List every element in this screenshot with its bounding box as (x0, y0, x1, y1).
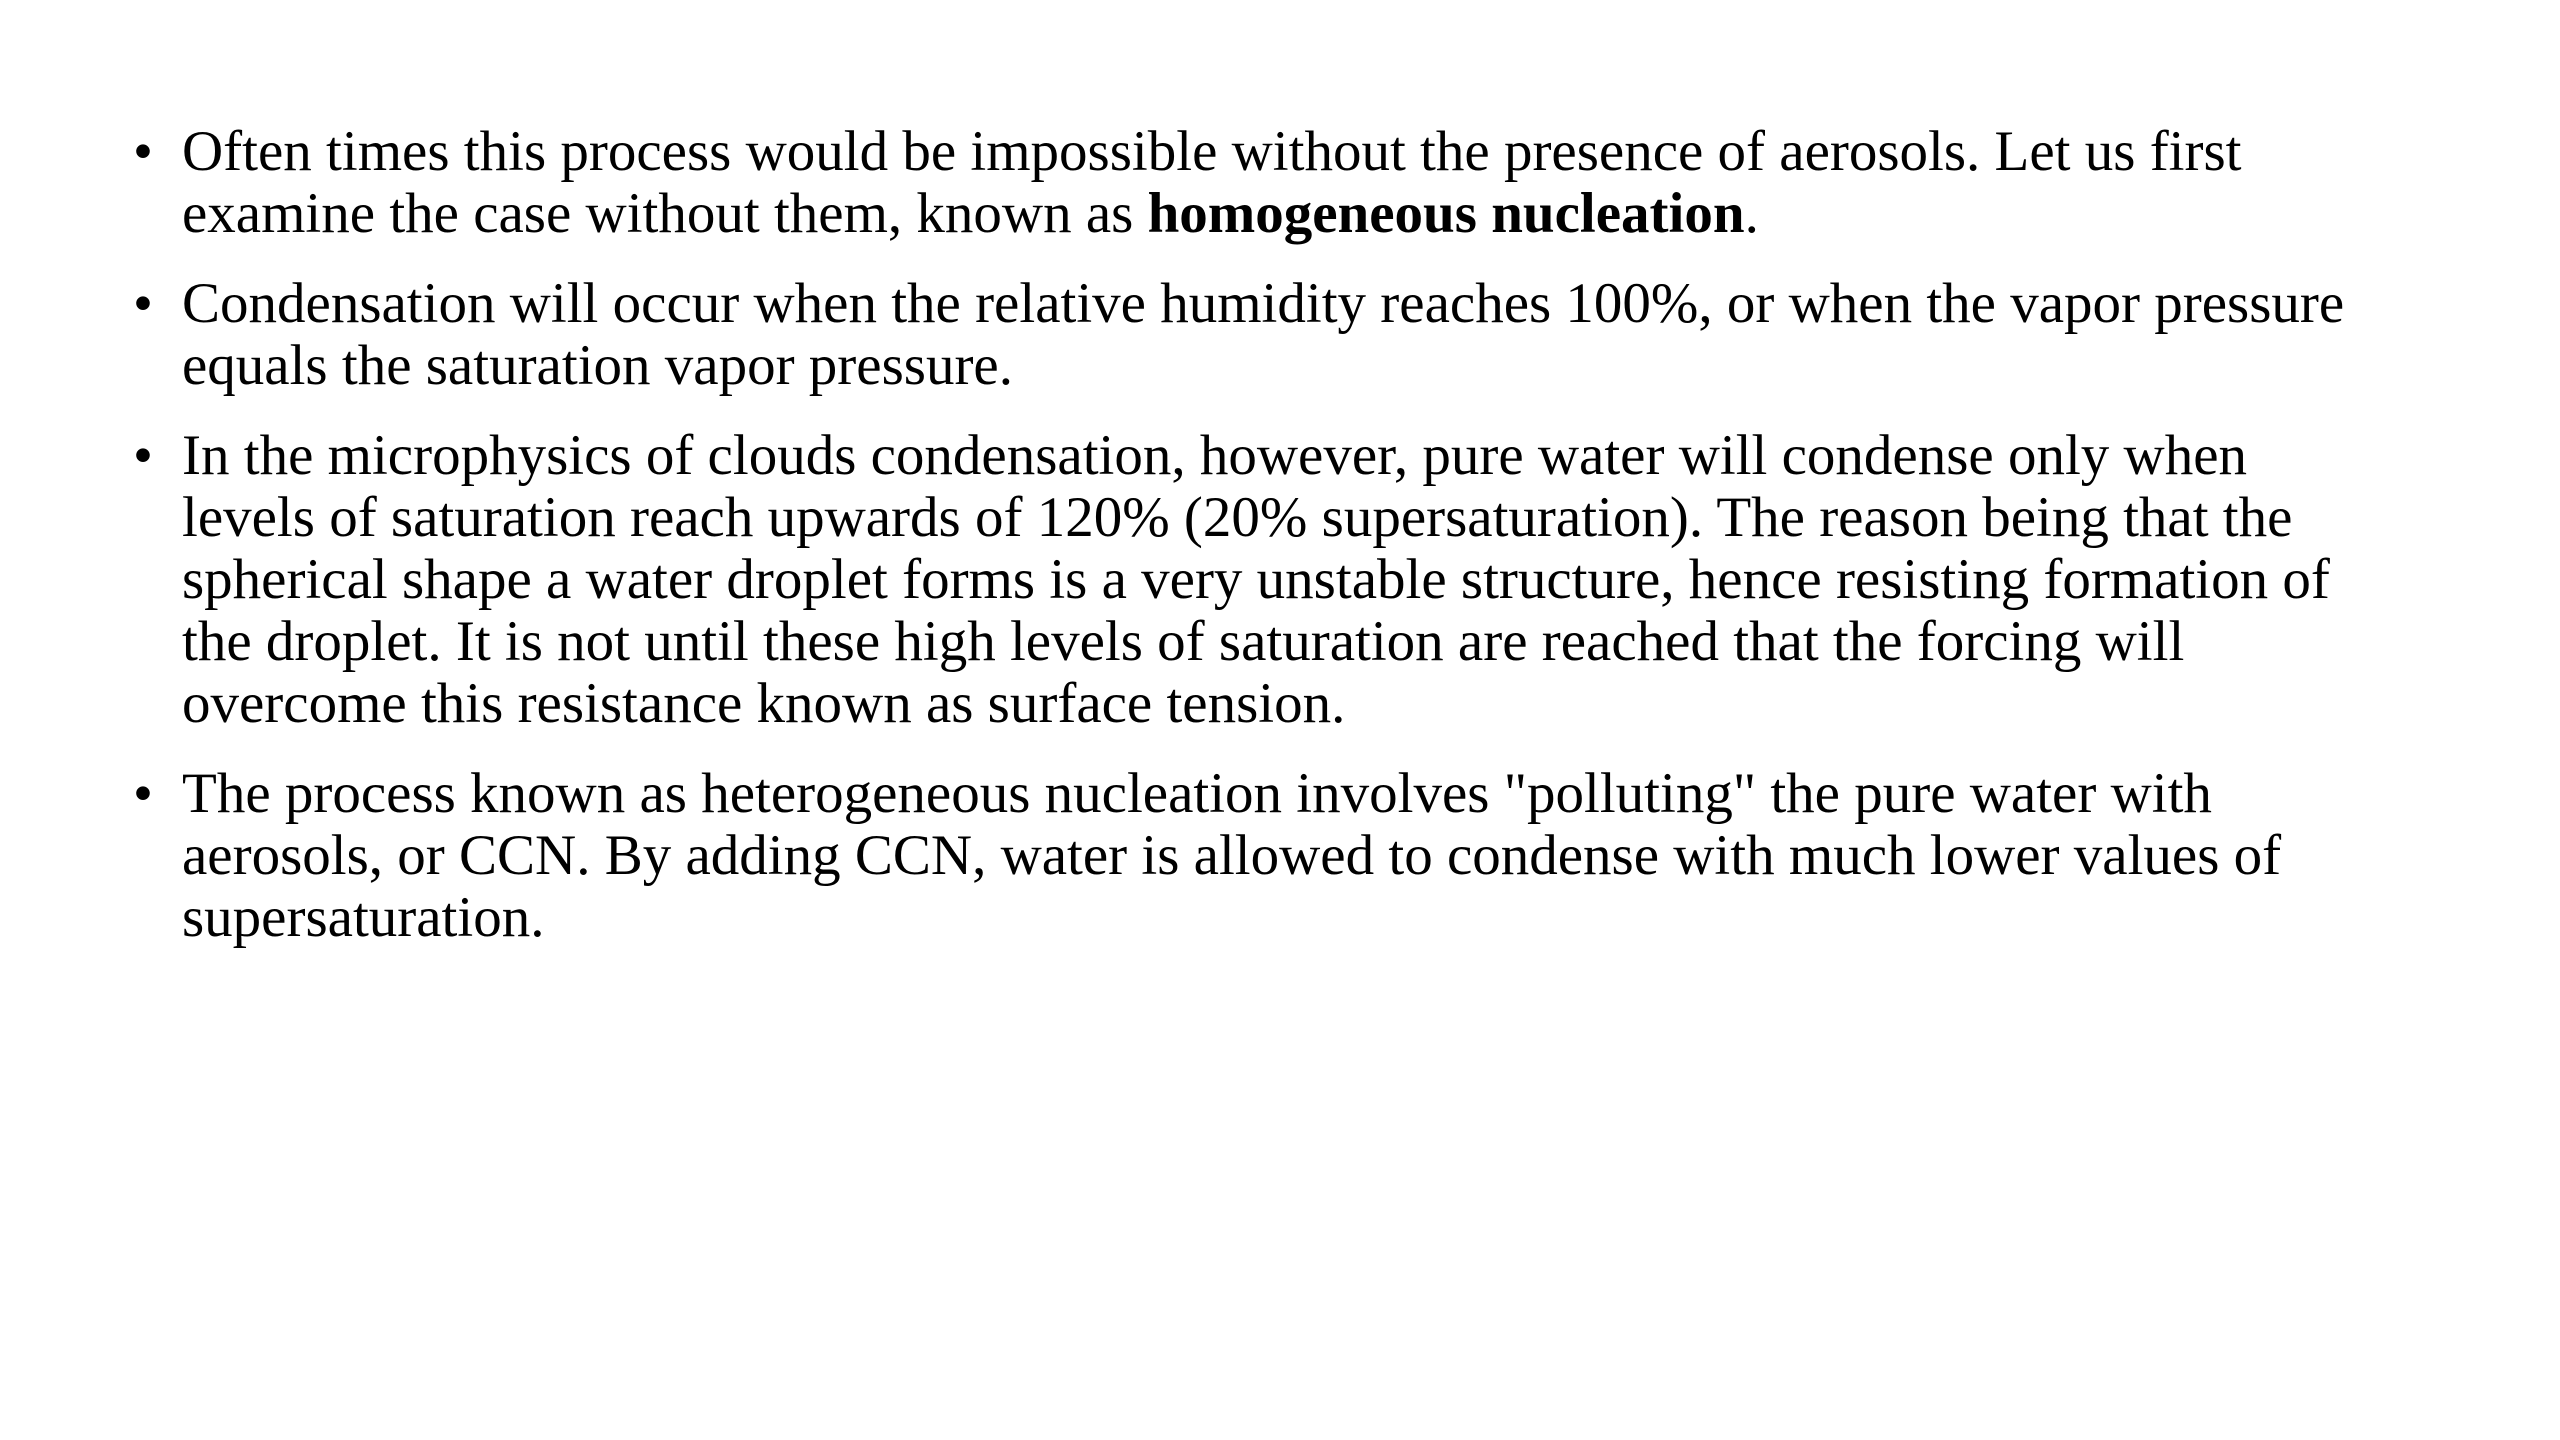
bullet-item-heterogeneous (133, 763, 2373, 949)
bullet-marker: • (133, 762, 153, 825)
bullet-list (133, 121, 2373, 977)
bullet-item-microphysics (133, 425, 2373, 735)
bullet-marker: • (133, 424, 153, 487)
bullet-marker: • (133, 272, 153, 335)
bullet-item-aerosols (133, 121, 2373, 245)
bullet-marker: • (133, 120, 153, 183)
bullet-text: Condensation will occur when the relative humidity reaches 100%, or when the vapor pressure equals the saturation vapor pressure. (182, 272, 2345, 397)
bullet-item-condensation (133, 273, 2373, 397)
bullet-text: In the microphysics of clouds condensation, however, pure water will condense only when levels of saturation reach upwards of 120% (20% supersaturation). The reason being that the spherical shape a water droplet forms is a very unstable structure, hence resisting formation of the droplet. It is not until these high levels of saturation are reached that the forcing will overcome this resistance known as surface tension. (182, 424, 2330, 735)
bold-term: homogeneous nucleation (1147, 182, 1745, 245)
bullet-text: The process known as heterogeneous nucleation involves "polluting" the pure water with aerosols, or CCN. By adding CCN, water is allowed to condense with much lower values of supersaturation. (182, 762, 2282, 949)
bullet-text: Often times this process would be impossible without the presence of aerosols. Let us first examine the case without them, known as (182, 120, 2242, 245)
bullet-text-end: . (1744, 182, 1759, 245)
